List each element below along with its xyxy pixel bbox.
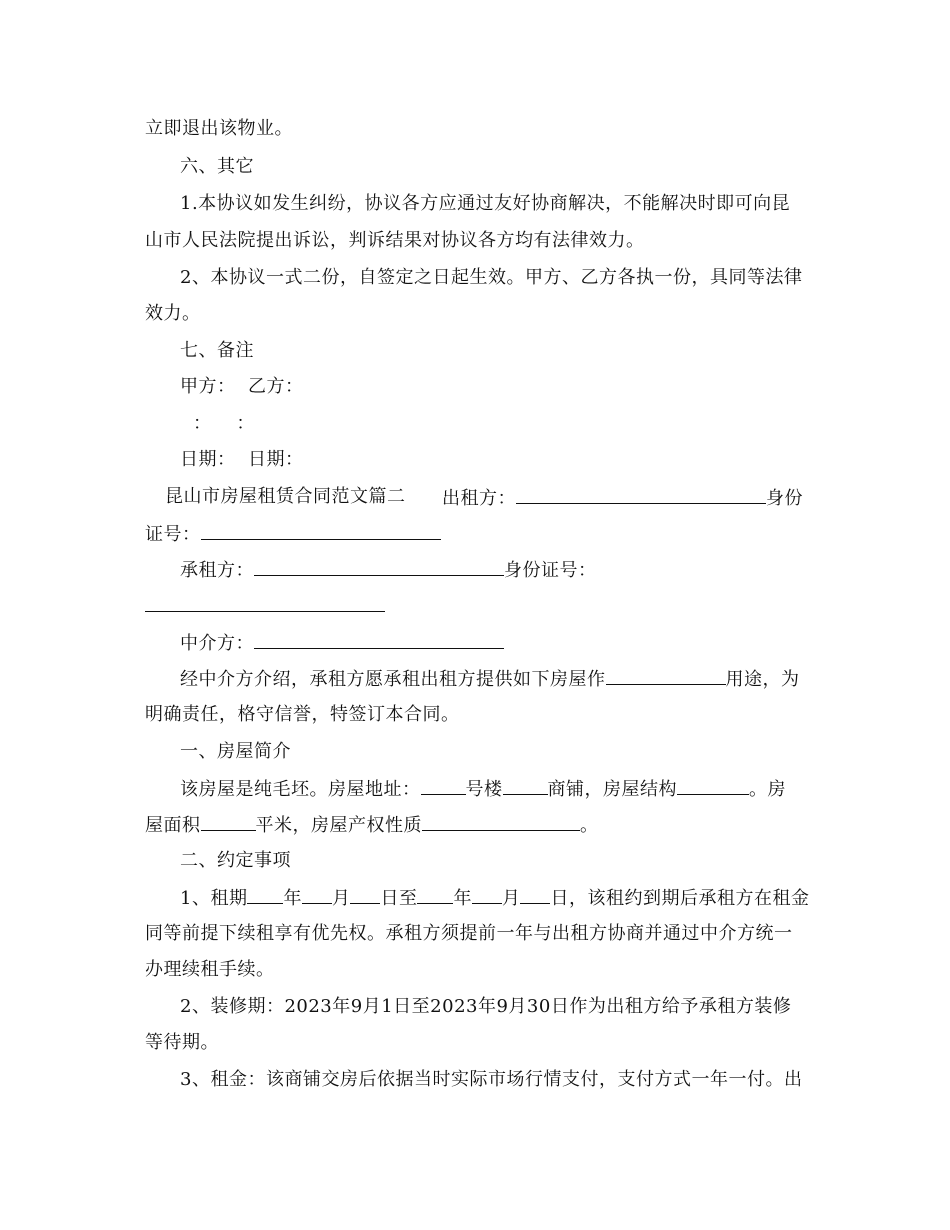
section-heading: 六、其它 [180, 156, 254, 177]
paragraph-line: 2、本协议一式二份，自签定之日起生效。甲方、乙方各执一份，具同等法律 [180, 267, 803, 288]
paragraph-line: 等待期。 [145, 1032, 219, 1053]
id-number-line [145, 521, 441, 547]
structure-tail: 。房 [749, 779, 786, 800]
id-label-start: 身份 [766, 488, 803, 509]
structure-blank [677, 776, 749, 795]
term-tail: 日，该租约到期后承租方在租金 [550, 888, 810, 909]
signature-colons: ： ： [193, 413, 255, 434]
paragraph-line [180, 776, 786, 802]
start-day-blank [350, 885, 380, 904]
area-blank [201, 812, 256, 831]
start-month-blank [302, 885, 332, 904]
end-year-blank [417, 885, 453, 904]
lessee-label: 承租方： [180, 560, 254, 581]
paragraph-line [145, 812, 599, 838]
paragraph-line: 同等前提下续租享有优先权。承租方须提前一年与出租方协商并通过中介方统一 [145, 923, 793, 944]
paragraph-line: 效力。 [145, 303, 201, 324]
purpose-text: 经中介方介绍，承租方愿承租出租方提供如下房屋作 [180, 669, 606, 690]
lessee-id-label: 身份证号： [504, 560, 597, 581]
purpose-blank [606, 666, 726, 685]
agent-blank [254, 630, 504, 649]
paragraph-line: 2、装修期：2023年9月1日至2023年9月30日作为出租方给予承租方装修 [180, 996, 792, 1017]
end-month-blank [472, 885, 502, 904]
building-blank [421, 776, 466, 795]
term-label: 1、租期 [180, 888, 248, 909]
section-heading: 七、备注 [180, 340, 254, 361]
signature-dates: 日期： 日期： [180, 449, 304, 470]
agent-label: 中介方： [180, 633, 254, 654]
paragraph-line: 立即退出该物业。 [145, 118, 293, 139]
purpose-tail: 用途，为 [725, 669, 800, 690]
paragraph-line: 明确责任，格守信誉，特签订本合同。 [145, 704, 460, 725]
lessor-blank [516, 485, 766, 504]
paragraph-line: 3、租金：该商铺交房后依据当时实际市场行情支付，支付方式一年一付。出 [180, 1069, 803, 1090]
document-title: 昆山市房屋租赁合同范文篇二 [165, 486, 406, 507]
year-label: 年 [453, 888, 472, 909]
shop-blank [503, 776, 548, 795]
section-heading: 二、约定事项 [180, 850, 291, 871]
structure-label: 商铺，房屋结构 [547, 779, 677, 800]
lessor-label-text: 出租方： [442, 488, 516, 509]
month-label: 月 [331, 888, 351, 909]
building-label: 号楼 [465, 779, 503, 800]
paragraph-line: 1.本协议如发生纠纷，协议各方应通过友好协商解决，不能解决时即可向昆 [180, 193, 791, 214]
start-year-blank [247, 885, 283, 904]
year-label: 年 [283, 888, 302, 909]
section-heading: 一、房屋简介 [180, 741, 291, 762]
property-label: 平米，房屋产权性质 [255, 815, 422, 836]
agent-line [180, 630, 504, 656]
paragraph-line: 办理续租手续。 [145, 959, 275, 980]
address-label: 该房屋是纯毛坯。房屋地址： [180, 779, 421, 800]
lessee-blank [254, 557, 504, 576]
paragraph-line: 山市人民法院提出诉讼，判诉结果对协议各方均有法律效力。 [145, 230, 645, 251]
id-label-end: 证号： [145, 524, 201, 545]
lessee-line [180, 557, 597, 583]
paragraph-line [180, 666, 800, 692]
property-blank [422, 812, 580, 831]
lessor-id-blank [201, 521, 441, 540]
day-to-label: 日至 [380, 888, 418, 909]
month-label: 月 [501, 888, 521, 909]
property-tail: 。 [580, 815, 599, 836]
lessor-label [442, 485, 803, 511]
end-day-blank [520, 885, 550, 904]
paragraph-line [180, 885, 809, 911]
signature-parties: 甲方： 乙方： [180, 376, 304, 397]
area-label: 屋面积 [145, 815, 201, 836]
lessee-id-blank [145, 611, 385, 612]
